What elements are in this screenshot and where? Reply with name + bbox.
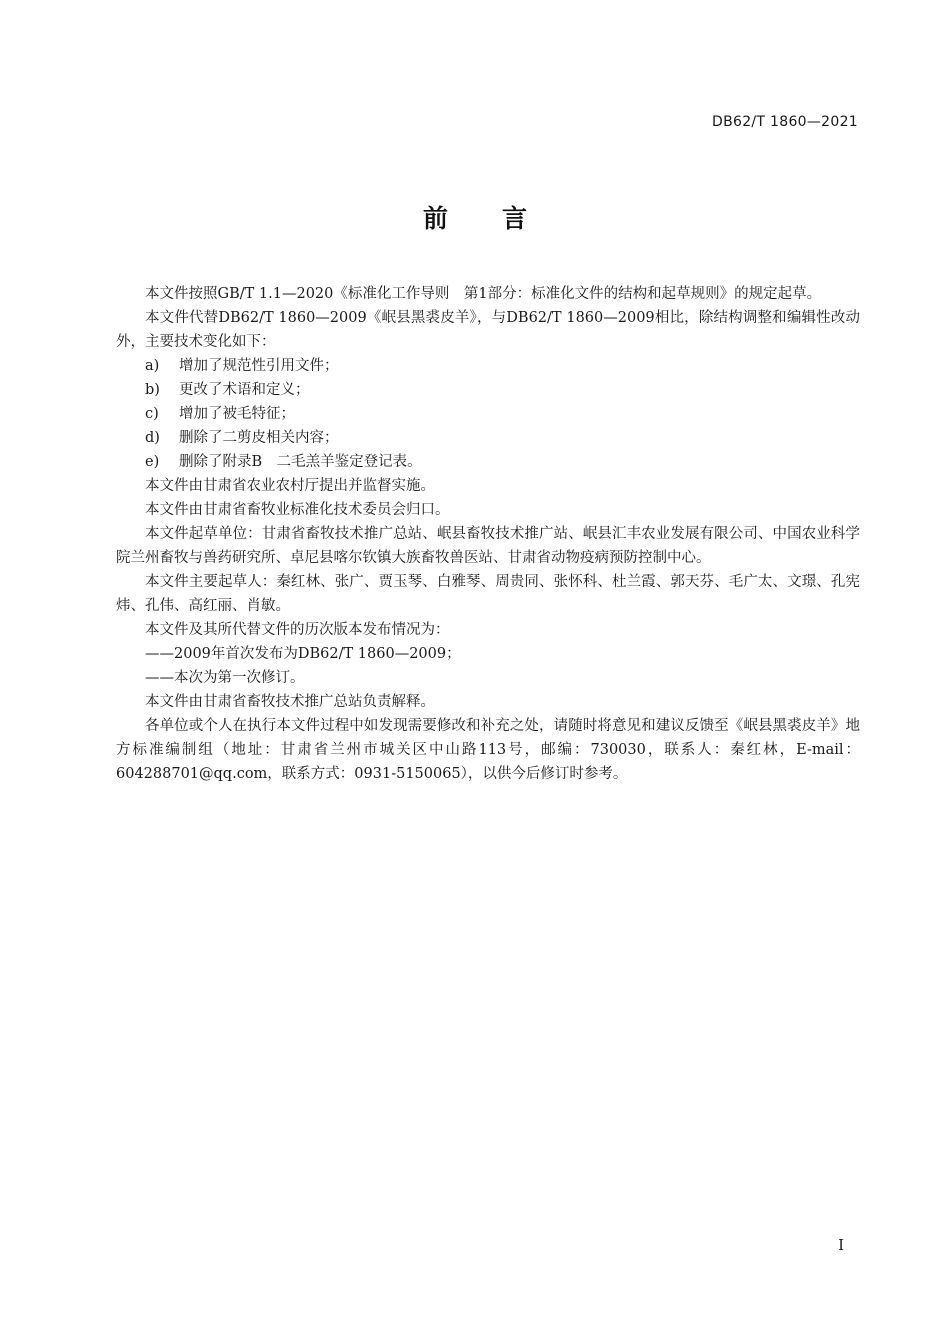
list-item [116, 426, 860, 450]
list-item [116, 378, 860, 402]
list-item-text: 增加了规范性引用文件； [179, 358, 339, 374]
drafting-rule-paragraph: 本文件按照GB/T 1.1—2020《标准化工作导则 第1部分：标准化文件的结构和起草规则》的规定起草。 [145, 286, 822, 302]
committee-paragraph: 本文件由甘肃省畜牧业标准化技术委员会归口。 [145, 502, 450, 518]
feedback-paragraph: 各单位或个人在执行本文件过程中如发现需要修改和补充之处，请随时将意见和建议反馈至《岷县黑裘皮羊》地方标准编制组（地址：甘肃省兰州市城关区中山路113号，邮编：730030，联系人：秦红林，E-mail：604288701@qq.com，联系方式：0931-5150065），以供今后修订时参考。 [116, 718, 860, 782]
list-item-text: 增加了被毛特征； [179, 406, 295, 422]
changes-list [116, 354, 860, 474]
history-item: ——本次为第一次修订。 [145, 670, 305, 686]
drafting-units-paragraph: 本文件起草单位：甘肃省畜牧技术推广总站、岷县畜牧技术推广站、岷县汇丰农业发展有限公司、中国农业科学院兰州畜牧与兽药研究所、卓尼县喀尔钦镇大族畜牧兽医站、甘肃省动物疫病预防控制中心。 [116, 526, 860, 566]
document-code: DB62/T 1860—2021 [712, 114, 858, 130]
replacement-paragraph: 本文件代替DB62/T 1860—2009《岷县黑裘皮羊》，与DB62/T 1860—2009相比，除结构调整和编辑性改动外，主要技术变化如下： [116, 310, 860, 350]
drafters-paragraph: 本文件主要起草人：秦红林、张广、贾玉琴、白雅琴、周贵同、张怀科、杜兰霞、郭天芬、毛广太、文璟、孔宪炜、孔伟、高红丽、肖敏。 [116, 574, 860, 614]
list-item [116, 450, 860, 474]
history-list [116, 642, 860, 690]
list-item-label: a) [145, 358, 160, 374]
list-item-label: e) [145, 454, 160, 470]
proposer-paragraph: 本文件由甘肃省农业农村厅提出并监督实施。 [145, 478, 435, 494]
list-item [116, 402, 860, 426]
list-item-label: d) [145, 430, 160, 446]
history-item: ——2009年首次发布为DB62/T 1860—2009； [145, 646, 461, 662]
list-item-text: 更改了术语和定义； [179, 382, 310, 398]
list-item-label: c) [145, 406, 159, 422]
list-item-text: 删除了二剪皮相关内容； [179, 430, 339, 446]
list-item-text: 删除了附录B 二毛羔羊鉴定登记表。 [179, 454, 422, 470]
preface-content [116, 282, 860, 786]
interpretation-paragraph: 本文件由甘肃省畜牧技术推广总站负责解释。 [145, 694, 435, 710]
page-number: I [838, 1236, 844, 1254]
list-item [116, 354, 860, 378]
history-intro-paragraph: 本文件及其所代替文件的历次版本发布情况为： [145, 622, 450, 638]
list-item-label: b) [145, 382, 160, 398]
page-title: 前言 [422, 204, 581, 233]
